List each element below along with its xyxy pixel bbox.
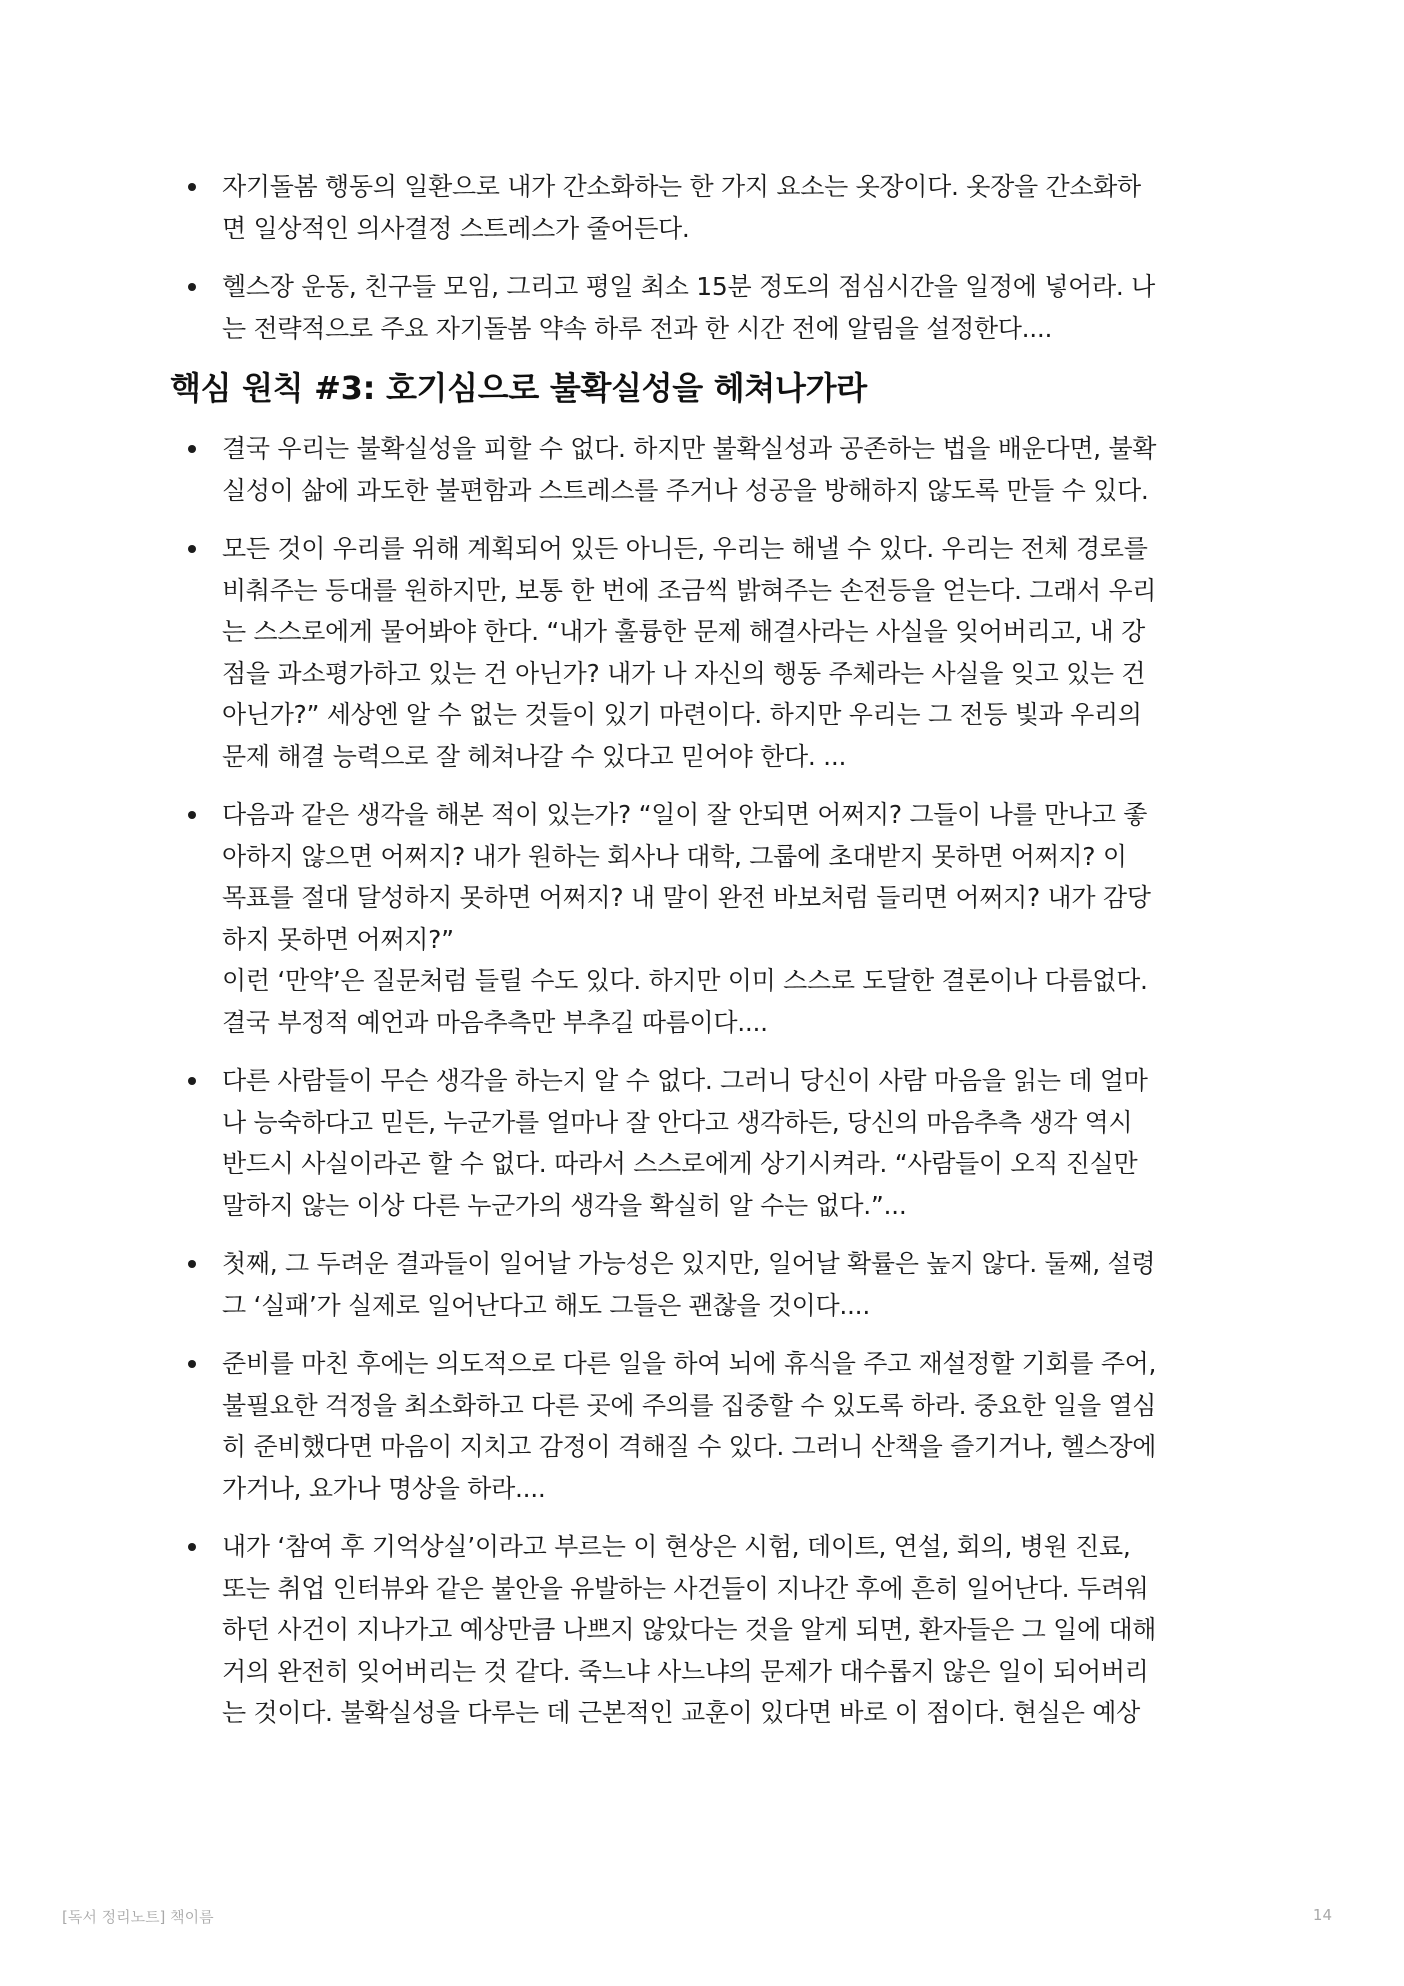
- text-line: 하지 못하면 어쩌지?”: [222, 924, 454, 954]
- text-line: 이런 ‘만약’은 질문처럼 들릴 수도 있다. 하지만 이미 스스로 도달한 결론이나 다름없다.: [222, 966, 1148, 995]
- list-item: [170, 1060, 1250, 1226]
- text-line: 결국 우리는 불확실성을 피할 수 없다. 하지만 불확실성과 공존하는 법을 배운다면, 불확: [222, 434, 1157, 463]
- bullet-icon: [188, 1260, 196, 1268]
- text-line: 문제 해결 능력으로 잘 헤쳐나갈 수 있다고 믿어야 한다. ...: [222, 741, 847, 771]
- list-item: [170, 528, 1250, 777]
- page-number: 14: [1312, 1906, 1332, 1924]
- footer-title: [독서 정리노트] 책이름: [62, 1908, 214, 1926]
- list-item: [170, 1243, 1250, 1326]
- text-line: 아하지 않으면 어쩌지? 내가 원하는 회사나 대학, 그룹에 초대받지 못하면 어쩌지? 이: [222, 841, 1127, 871]
- text-line: 그 ‘실패’가 실제로 일어난다고 해도 그들은 괜찮을 것이다....: [222, 1290, 870, 1320]
- bullet-icon: [188, 545, 196, 553]
- text-line: 반드시 사실이라곤 할 수 없다. 따라서 스스로에게 상기시켜라. “사람들이 오직 진실만: [222, 1149, 1138, 1178]
- text-line: 또는 취업 인터뷰와 같은 불안을 유발하는 사건들이 지나간 후에 흔히 일어난다. 두려워: [222, 1573, 1149, 1603]
- text-line: 헬스장 운동, 친구들 모임, 그리고 평일 최소 15분 정도의 점심시간을 일정에 넣어라. 나: [222, 272, 1155, 301]
- bullet-icon: [188, 183, 196, 191]
- list-item: [170, 166, 1250, 249]
- bullet-icon: [188, 1543, 196, 1551]
- list-item: [170, 794, 1250, 1043]
- bullet-icon: [188, 1360, 196, 1368]
- section-heading: 핵심 원칙 #3: 호기심으로 불확실성을 헤쳐나가라: [170, 369, 867, 407]
- list-item: [170, 1526, 1250, 1734]
- text-line: 결국 부정적 예언과 마음추측만 부추길 따름이다....: [222, 1007, 768, 1037]
- text-line: 점을 과소평가하고 있는 건 아닌가? 내가 나 자신의 행동 주체라는 사실을 잊고 있는 건: [222, 658, 1146, 688]
- text-line: 면 일상적인 의사결정 스트레스가 줄어든다.: [222, 213, 690, 243]
- bullet-list-top: [170, 166, 1250, 349]
- text-line: 는 것이다. 불확실성을 다루는 데 근본적인 교훈이 있다면 바로 이 점이다. 현실은 예상: [222, 1698, 1140, 1727]
- text-line: 자기돌봄 행동의 일환으로 내가 간소화하는 한 가지 요소는 옷장이다. 옷장을 간소화하: [222, 172, 1141, 201]
- bullet-icon: [188, 1077, 196, 1085]
- text-line: 모든 것이 우리를 위해 계획되어 있든 아니든, 우리는 해낼 수 있다. 우리는 전체 경로를: [222, 534, 1148, 563]
- text-line: 다음과 같은 생각을 해본 적이 있는가? “일이 잘 안되면 어쩌지? 그들이 나를 만나고 좋: [222, 800, 1148, 829]
- text-line: 히 준비했다면 마음이 지치고 감정이 격해질 수 있다. 그러니 산책을 즐기거나, 헬스장에: [222, 1432, 1157, 1461]
- text-line: 비춰주는 등대를 원하지만, 보통 한 번에 조금씩 밝혀주는 손전등을 얻는다. 그래서 우리: [222, 575, 1157, 605]
- bullet-icon: [188, 445, 196, 453]
- list-item: [170, 1343, 1250, 1509]
- list-item: [170, 266, 1250, 349]
- text-line: 거의 완전히 잊어버리는 것 같다. 죽느냐 사느냐의 문제가 대수롭지 않은 일이 되어버리: [222, 1656, 1149, 1686]
- list-item: [170, 428, 1250, 511]
- text-line: 내가 ‘참여 후 기억상실’이라고 부르는 이 현상은 시험, 데이트, 연설, 회의, 병원 진료,: [222, 1532, 1131, 1561]
- text-line: 불필요한 걱정을 최소화하고 다른 곳에 주의를 집중할 수 있도록 하라. 중요한 일을 열심: [222, 1390, 1157, 1420]
- text-line: 말하지 않는 이상 다른 누군가의 생각을 확실히 알 수는 없다.”...: [222, 1190, 907, 1220]
- text-line: 가거나, 요가나 명상을 하라....: [222, 1473, 546, 1503]
- text-line: 하던 사건이 지나가고 예상만큼 나쁘지 않았다는 것을 알게 되면, 환자들은 그 일에 대해: [222, 1615, 1157, 1644]
- bullet-icon: [188, 283, 196, 291]
- bullet-icon: [188, 811, 196, 819]
- text-line: 실성이 삶에 과도한 불편함과 스트레스를 주거나 성공을 방해하지 않도록 만들 수 있다.: [222, 475, 1149, 505]
- text-line: 준비를 마친 후에는 의도적으로 다른 일을 하여 뇌에 휴식을 주고 재설정할 기회를 주어,: [222, 1349, 1157, 1378]
- text-line: 나 능숙하다고 믿든, 누군가를 얼마나 잘 안다고 생각하든, 당신의 마음추측 생각 역시: [222, 1107, 1133, 1137]
- document-body: [170, 166, 1250, 1751]
- text-line: 첫째, 그 두려운 결과들이 일어날 가능성은 있지만, 일어날 확률은 높지 않다. 둘째, 설령: [222, 1249, 1156, 1278]
- text-line: 목표를 절대 달성하지 못하면 어쩌지? 내 말이 완전 바보처럼 들리면 어쩌지? 내가 감당: [222, 883, 1151, 912]
- text-line: 는 스스로에게 물어봐야 한다. “내가 훌륭한 문제 해결사라는 사실을 잊어버리고, 내 강: [222, 617, 1145, 646]
- bullet-list-main: [170, 428, 1250, 1734]
- text-line: 아닌가?” 세상엔 알 수 없는 것들이 있기 마련이다. 하지만 우리는 그 전등 빛과 우리의: [222, 700, 1142, 729]
- text-line: 다른 사람들이 무슨 생각을 하는지 알 수 없다. 그러니 당신이 사람 마음을 읽는 데 얼마: [222, 1066, 1148, 1095]
- text-line: 는 전략적으로 주요 자기돌봄 약속 하루 전과 한 시간 전에 알림을 설정한다....: [222, 313, 1053, 343]
